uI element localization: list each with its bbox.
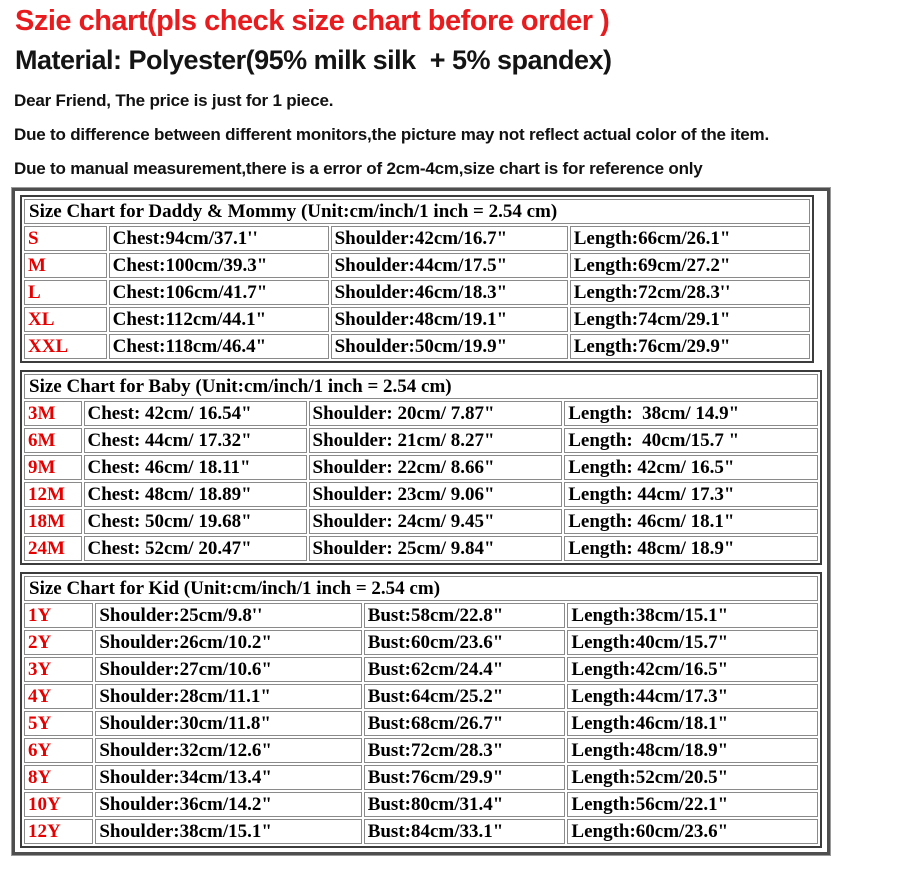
measurement-cell: Chest:118cm/46.4"	[109, 334, 329, 359]
measurement-cell: Shoulder:30cm/11.8"	[95, 711, 361, 736]
size-cell: XXL	[24, 334, 107, 359]
measurement-cell: Bust:64cm/25.2"	[364, 684, 566, 709]
table-row	[24, 819, 818, 844]
measurement-cell: Bust:72cm/28.3"	[364, 738, 566, 763]
size-cell: 3M	[24, 401, 82, 426]
size-cell: 1Y	[24, 603, 93, 628]
table-row	[24, 280, 810, 305]
table-header-row	[24, 199, 810, 224]
measurement-cell: Length:74cm/29.1"	[570, 307, 810, 332]
table-row	[24, 630, 818, 655]
measurement-cell: Length:52cm/20.5"	[567, 765, 818, 790]
measurement-cell: Shoulder:27cm/10.6"	[95, 657, 361, 682]
table-row	[24, 334, 810, 359]
size-cell: 18M	[24, 509, 82, 534]
measurement-cell: Shoulder:26cm/10.2"	[95, 630, 361, 655]
size-cell: 6M	[24, 428, 82, 453]
table-row	[24, 226, 810, 251]
measurement-cell: Chest:112cm/44.1"	[109, 307, 329, 332]
measurement-cell: Length:48cm/18.9"	[567, 738, 818, 763]
measurement-cell: Length: 48cm/ 18.9"	[564, 536, 818, 561]
measurement-cell: Length:76cm/29.9"	[570, 334, 810, 359]
table-row	[24, 684, 818, 709]
table-row	[24, 482, 818, 507]
table-row	[24, 792, 818, 817]
table-header-row	[24, 576, 818, 601]
measurement-cell: Length:56cm/22.1"	[567, 792, 818, 817]
measurement-cell: Shoulder:42cm/16.7"	[331, 226, 568, 251]
table-row	[24, 765, 818, 790]
table-row	[24, 428, 818, 453]
table-row	[24, 307, 810, 332]
size-table-baby	[20, 370, 822, 565]
measurement-cell: Shoulder: 21cm/ 8.27"	[309, 428, 563, 453]
note-monitor-color: Due to difference between different monitors,the picture may not reflect actual color of the item.	[14, 125, 769, 144]
table-row	[24, 401, 818, 426]
measurement-cell: Bust:58cm/22.8"	[364, 603, 566, 628]
size-cell: 9M	[24, 455, 82, 480]
size-cell: 2Y	[24, 630, 93, 655]
measurement-cell: Shoulder:48cm/19.1"	[331, 307, 568, 332]
table-row	[24, 738, 818, 763]
measurement-cell: Shoulder: 23cm/ 9.06"	[309, 482, 563, 507]
size-table-kid	[20, 572, 822, 848]
size-cell: L	[24, 280, 107, 305]
measurement-cell: Shoulder:34cm/13.4"	[95, 765, 361, 790]
measurement-cell: Length: 38cm/ 14.9"	[564, 401, 818, 426]
measurement-cell: Shoulder: 25cm/ 9.84"	[309, 536, 563, 561]
measurement-cell: Length:69cm/27.2"	[570, 253, 810, 278]
measurement-cell: Chest: 42cm/ 16.54"	[84, 401, 307, 426]
measurement-cell: Bust:60cm/23.6"	[364, 630, 566, 655]
measurement-cell: Shoulder:50cm/19.9"	[331, 334, 568, 359]
measurement-cell: Shoulder: 20cm/ 7.87"	[309, 401, 563, 426]
table-row	[24, 657, 818, 682]
size-cell: 6Y	[24, 738, 93, 763]
size-cell: S	[24, 226, 107, 251]
table-row	[24, 603, 818, 628]
size-cell: 8Y	[24, 765, 93, 790]
measurement-cell: Length: 42cm/ 16.5"	[564, 455, 818, 480]
measurement-cell: Shoulder: 24cm/ 9.45"	[309, 509, 563, 534]
size-chart-container	[12, 188, 830, 855]
table-row	[24, 536, 818, 561]
measurement-cell: Length: 46cm/ 18.1"	[564, 509, 818, 534]
measurement-cell: Shoulder:25cm/9.8''	[95, 603, 361, 628]
table-row	[24, 711, 818, 736]
measurement-cell: Shoulder: 22cm/ 8.66"	[309, 455, 563, 480]
measurement-cell: Length:42cm/16.5"	[567, 657, 818, 682]
measurement-cell: Length:38cm/15.1"	[567, 603, 818, 628]
table-title: Size Chart for Daddy & Mommy (Unit:cm/inch/1 inch = 2.54 cm)	[24, 199, 810, 224]
size-cell: 12M	[24, 482, 82, 507]
table-header-row	[24, 374, 818, 399]
measurement-cell: Chest: 48cm/ 18.89"	[84, 482, 307, 507]
measurement-cell: Chest: 46cm/ 18.11"	[84, 455, 307, 480]
measurement-cell: Chest: 50cm/ 19.68"	[84, 509, 307, 534]
measurement-cell: Chest:94cm/37.1''	[109, 226, 329, 251]
measurement-cell: Length:46cm/18.1"	[567, 711, 818, 736]
measurement-cell: Bust:68cm/26.7"	[364, 711, 566, 736]
measurement-cell: Length:44cm/17.3"	[567, 684, 818, 709]
size-table-daddy-mommy	[20, 195, 814, 363]
measurement-cell: Shoulder:32cm/12.6"	[95, 738, 361, 763]
measurement-cell: Length:40cm/15.7"	[567, 630, 818, 655]
table-title: Size Chart for Baby (Unit:cm/inch/1 inch = 2.54 cm)	[24, 374, 818, 399]
table-row	[24, 455, 818, 480]
size-cell: 3Y	[24, 657, 93, 682]
measurement-cell: Chest: 44cm/ 17.32"	[84, 428, 307, 453]
size-cell: 5Y	[24, 711, 93, 736]
size-cell: 10Y	[24, 792, 93, 817]
measurement-cell: Length:60cm/23.6"	[567, 819, 818, 844]
measurement-cell: Shoulder:36cm/14.2"	[95, 792, 361, 817]
size-chart-page	[0, 4, 904, 881]
measurement-cell: Shoulder:38cm/15.1"	[95, 819, 361, 844]
note-price: Dear Friend, The price is just for 1 piece.	[14, 91, 334, 110]
measurement-cell: Shoulder:44cm/17.5"	[331, 253, 568, 278]
measurement-cell: Length:72cm/28.3''	[570, 280, 810, 305]
table-row	[24, 253, 810, 278]
measurement-cell: Bust:62cm/24.4"	[364, 657, 566, 682]
size-cell: XL	[24, 307, 107, 332]
table-title: Size Chart for Kid (Unit:cm/inch/1 inch = 2.54 cm)	[24, 576, 818, 601]
measurement-cell: Chest:106cm/41.7"	[109, 280, 329, 305]
measurement-cell: Length: 44cm/ 17.3"	[564, 482, 818, 507]
measurement-cell: Shoulder:28cm/11.1"	[95, 684, 361, 709]
note-measurement-error: Due to manual measurement,there is a error of 2cm-4cm,size chart is for reference only	[14, 159, 703, 178]
measurement-cell: Length: 40cm/15.7 "	[564, 428, 818, 453]
size-cell: 24M	[24, 536, 82, 561]
measurement-cell: Bust:80cm/31.4"	[364, 792, 566, 817]
measurement-cell: Shoulder:46cm/18.3"	[331, 280, 568, 305]
size-cell: 12Y	[24, 819, 93, 844]
page-title: Szie chart(pls check size chart before order )	[15, 5, 610, 37]
measurement-cell: Chest: 52cm/ 20.47"	[84, 536, 307, 561]
table-row	[24, 509, 818, 534]
material-heading: Material: Polyester(95% milk silk + 5% spandex)	[15, 45, 612, 75]
size-cell: M	[24, 253, 107, 278]
measurement-cell: Length:66cm/26.1"	[570, 226, 810, 251]
measurement-cell: Bust:84cm/33.1"	[364, 819, 566, 844]
measurement-cell: Chest:100cm/39.3"	[109, 253, 329, 278]
measurement-cell: Bust:76cm/29.9"	[364, 765, 566, 790]
size-cell: 4Y	[24, 684, 93, 709]
